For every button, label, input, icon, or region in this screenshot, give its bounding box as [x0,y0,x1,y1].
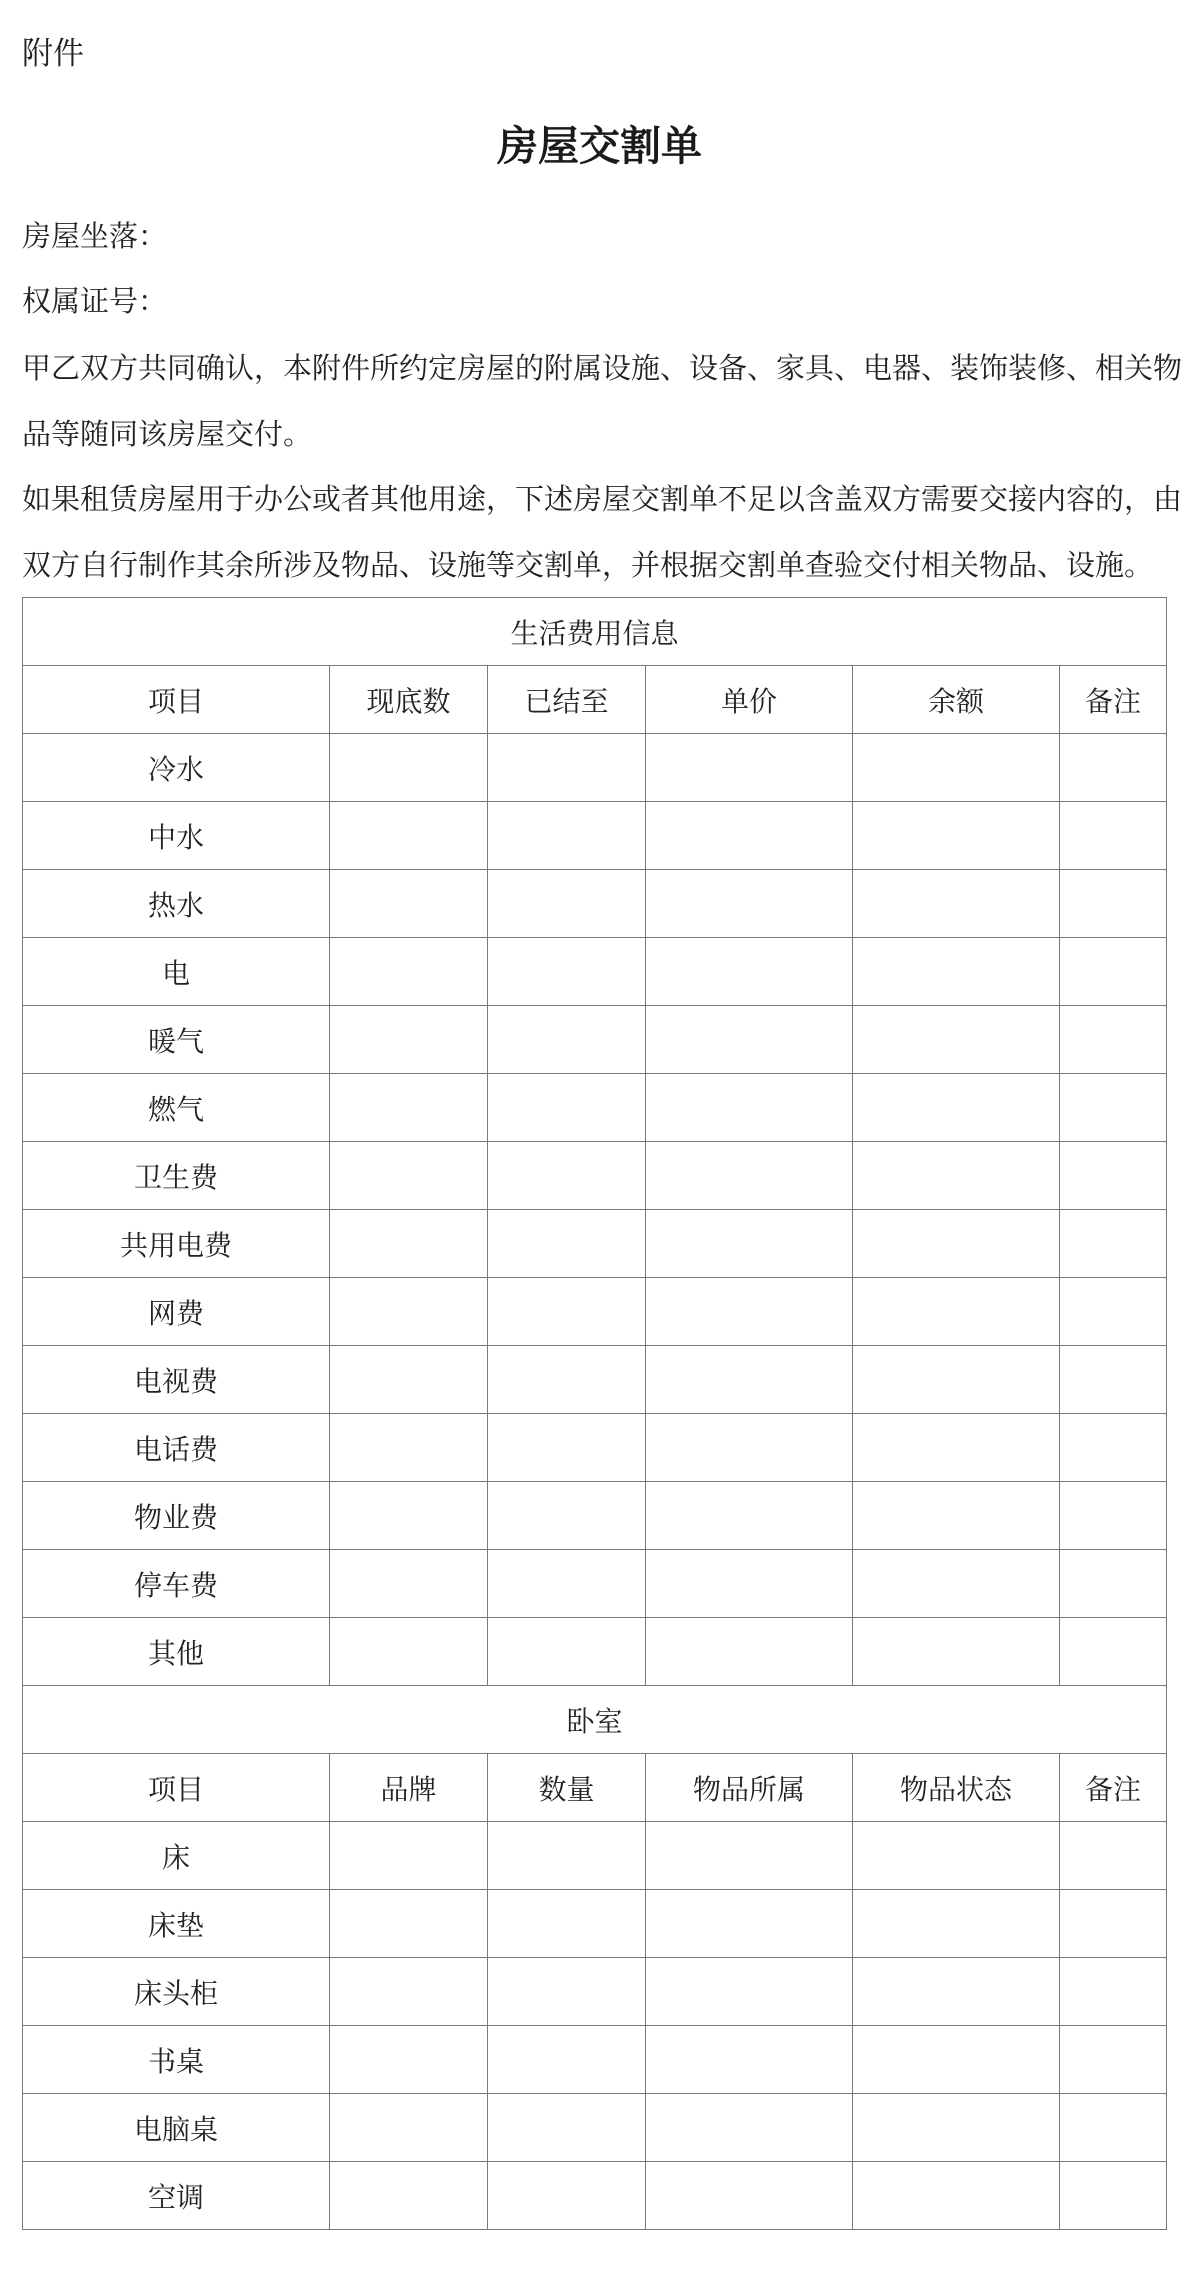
empty-cell [646,1346,853,1414]
empty-cell [488,1482,646,1550]
empty-cell [330,1074,488,1142]
empty-cell [853,1550,1060,1618]
table-row [23,1210,1167,1278]
empty-cell [853,1006,1060,1074]
empty-cell [646,1278,853,1346]
table-row [23,1006,1167,1074]
section-title: 卧室 [23,1686,1167,1754]
empty-cell [1060,938,1167,1006]
attachment-label: 附件 [22,36,84,72]
empty-cell [488,1346,646,1414]
empty-cell [488,2094,646,2162]
empty-cell [488,1210,646,1278]
item-name-cell: 燃气 [23,1074,330,1142]
empty-cell [488,1414,646,1482]
empty-cell [1060,1142,1167,1210]
item-name-cell: 电脑桌 [23,2094,330,2162]
column-header: 备注 [1060,666,1167,734]
empty-cell [646,1890,853,1958]
empty-cell [1060,2162,1167,2230]
empty-cell [330,2162,488,2230]
empty-cell [1060,1006,1167,1074]
column-header: 项目 [23,1754,330,1822]
empty-cell [330,938,488,1006]
item-name-cell: 卫生费 [23,1142,330,1210]
empty-cell [853,1958,1060,2026]
empty-cell [646,734,853,802]
empty-cell [488,1618,646,1686]
empty-cell [488,870,646,938]
empty-cell [646,2026,853,2094]
empty-cell [853,2094,1060,2162]
table-row [23,870,1167,938]
table-row [23,1346,1167,1414]
empty-cell [646,1958,853,2026]
empty-cell [646,1482,853,1550]
table-row [23,938,1167,1006]
item-name-cell: 停车费 [23,1550,330,1618]
item-name-cell: 床垫 [23,1890,330,1958]
empty-cell [488,1006,646,1074]
empty-cell [1060,870,1167,938]
item-name-cell: 其他 [23,1618,330,1686]
empty-cell [1060,802,1167,870]
column-header: 数量 [488,1754,646,1822]
empty-cell [1060,1346,1167,1414]
section-title-row [23,1686,1167,1754]
handover-table-body [23,598,1167,2230]
empty-cell [646,1210,853,1278]
empty-cell [488,2162,646,2230]
empty-cell [488,1074,646,1142]
empty-cell [330,1006,488,1074]
empty-cell [646,1822,853,1890]
empty-cell [646,1618,853,1686]
office-use-paragraph: 如果租赁房屋用于办公或者其他用途，下述房屋交割单不足以含盖双方需要交接内容的，由双方自行制作其余所涉及物品、设施等交割单，并根据交割单查验交付相关物品、设施。 [22,482,1183,582]
empty-cell [330,1482,488,1550]
column-header: 备注 [1060,1754,1167,1822]
empty-cell [646,1006,853,1074]
empty-cell [853,1346,1060,1414]
empty-cell [488,734,646,802]
empty-cell [853,1822,1060,1890]
table-row [23,1278,1167,1346]
item-name-cell: 电话费 [23,1414,330,1482]
empty-cell [1060,1822,1167,1890]
empty-cell [1060,1482,1167,1550]
empty-cell [330,1278,488,1346]
item-name-cell: 床 [23,1822,330,1890]
empty-cell [330,1822,488,1890]
empty-cell [646,2094,853,2162]
confirmation-paragraph: 甲乙双方共同确认，本附件所约定房屋的附属设施、设备、家具、电器、装饰装修、相关物品等随同该房屋交付。 [22,351,1183,451]
empty-cell [646,1550,853,1618]
column-header: 品牌 [330,1754,488,1822]
empty-cell [646,938,853,1006]
table-row [23,1074,1167,1142]
table-row [23,2162,1167,2230]
empty-cell [330,1618,488,1686]
column-header: 项目 [23,666,330,734]
ownership-certificate-field: 权属证号： [22,284,168,318]
column-header: 现底数 [330,666,488,734]
empty-cell [1060,1074,1167,1142]
empty-cell [1060,2094,1167,2162]
empty-cell [646,1074,853,1142]
empty-cell [646,1414,853,1482]
table-row [23,1142,1167,1210]
empty-cell [853,1414,1060,1482]
empty-cell [1060,1278,1167,1346]
empty-cell [330,2094,488,2162]
table-row [23,1550,1167,1618]
empty-cell [853,1074,1060,1142]
column-header: 物品所属 [646,1754,853,1822]
table-row [23,1482,1167,1550]
empty-cell [853,1142,1060,1210]
empty-cell [646,1142,853,1210]
empty-cell [853,1210,1060,1278]
empty-cell [488,1142,646,1210]
table-row [23,802,1167,870]
table-row [23,2094,1167,2162]
item-name-cell: 冷水 [23,734,330,802]
empty-cell [488,802,646,870]
empty-cell [488,2026,646,2094]
empty-cell [853,938,1060,1006]
column-header: 已结至 [488,666,646,734]
empty-cell [853,1618,1060,1686]
empty-cell [853,802,1060,870]
empty-cell [646,870,853,938]
item-name-cell: 书桌 [23,2026,330,2094]
empty-cell [330,734,488,802]
empty-cell [488,1958,646,2026]
empty-cell [853,870,1060,938]
item-name-cell: 电 [23,938,330,1006]
empty-cell [1060,1210,1167,1278]
empty-cell [853,1278,1060,1346]
handover-table [22,597,1167,2230]
item-name-cell: 热水 [23,870,330,938]
empty-cell [488,1278,646,1346]
empty-cell [853,734,1060,802]
empty-cell [488,1822,646,1890]
table-row [23,1618,1167,1686]
empty-cell [330,2026,488,2094]
empty-cell [1060,734,1167,802]
empty-cell [853,2162,1060,2230]
empty-cell [853,1890,1060,1958]
empty-cell [330,1414,488,1482]
column-header: 单价 [646,666,853,734]
empty-cell [1060,1890,1167,1958]
item-name-cell: 空调 [23,2162,330,2230]
table-row [23,2026,1167,2094]
empty-cell [488,1890,646,1958]
table-row [23,1958,1167,2026]
section-title-row [23,598,1167,666]
empty-cell [1060,1414,1167,1482]
item-name-cell: 床头柜 [23,1958,330,2026]
property-location-field: 房屋坐落： [22,219,168,253]
item-name-cell: 暖气 [23,1006,330,1074]
empty-cell [330,1346,488,1414]
table-row [23,1414,1167,1482]
empty-cell [853,2026,1060,2094]
empty-cell [330,1142,488,1210]
table-row [23,1822,1167,1890]
column-header: 物品状态 [853,1754,1060,1822]
empty-cell [330,1550,488,1618]
header-row [23,666,1167,734]
empty-cell [330,802,488,870]
section-title: 生活费用信息 [23,598,1167,666]
table-row [23,1890,1167,1958]
item-name-cell: 共用电费 [23,1210,330,1278]
empty-cell [1060,2026,1167,2094]
item-name-cell: 物业费 [23,1482,330,1550]
item-name-cell: 中水 [23,802,330,870]
empty-cell [488,938,646,1006]
empty-cell [1060,1958,1167,2026]
empty-cell [1060,1618,1167,1686]
empty-cell [853,1482,1060,1550]
empty-cell [646,2162,853,2230]
empty-cell [488,1550,646,1618]
empty-cell [330,1210,488,1278]
document-title: 房屋交割单 [497,122,702,170]
empty-cell [646,802,853,870]
column-header: 余额 [853,666,1060,734]
empty-cell [330,1958,488,2026]
header-row [23,1754,1167,1822]
table-row [23,734,1167,802]
empty-cell [1060,1550,1167,1618]
empty-cell [330,1890,488,1958]
item-name-cell: 网费 [23,1278,330,1346]
item-name-cell: 电视费 [23,1346,330,1414]
empty-cell [330,870,488,938]
